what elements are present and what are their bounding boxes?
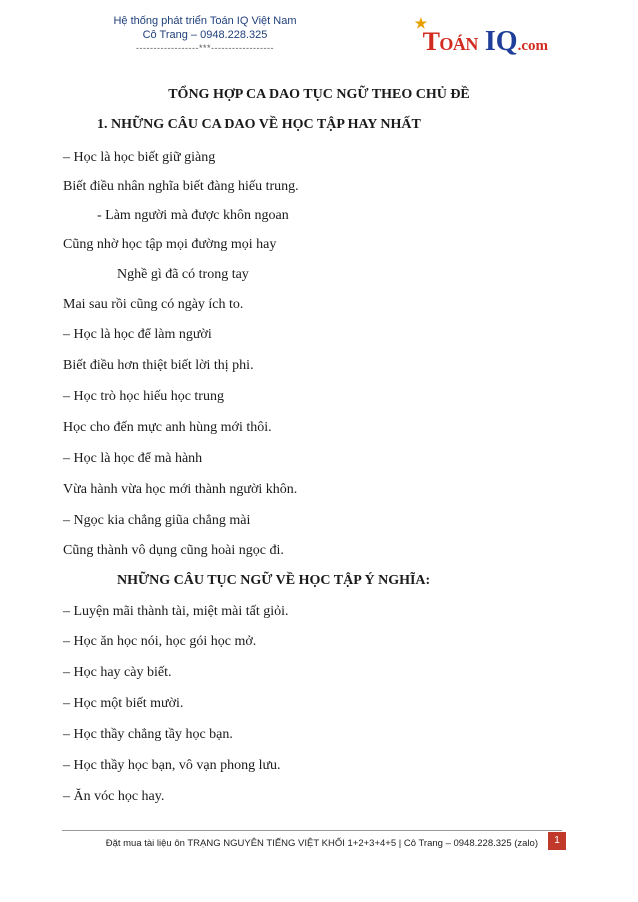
header-line-1: Hệ thống phát triển Toán IQ Việt Nam: [113, 15, 297, 27]
verse-line: Vừa hành vừa học mới thành người khôn.: [63, 482, 298, 497]
proverb-line: – Học một biết mười.: [63, 696, 184, 711]
verse-line: Mai sau rồi cũng có ngày ích to.: [63, 297, 244, 312]
proverb-line: – Học thầy chẳng tầy học bạn.: [63, 727, 233, 742]
header-line-2: Cô Trang – 0948.228.325: [142, 29, 268, 41]
footer-text: Đặt mua tài liệu ôn TRẠNG NGUYÊN TIẾNG VIỆT KHỐI 1+2+3+4+5 | Cô Trang – 0948.228.325 (zalo): [105, 838, 538, 849]
verse-line: – Học là học biết giữ giàng: [63, 150, 216, 165]
section-1-heading: 1. NHỮNG CÂU CA DAO VỀ HỌC TẬP HAY NHẤT: [97, 117, 421, 132]
verse-line: – Học là học để mà hành: [63, 451, 203, 466]
verse-line: - Làm người mà được khôn ngoan: [97, 208, 289, 223]
verse-line: Nghề gì đã có trong tay: [117, 267, 249, 282]
verse-line: – Học là học để làm người: [63, 327, 212, 342]
verse-line: – Ngọc kia chẳng giũa chẳng mài: [63, 513, 251, 528]
verse-line: Cũng nhờ học tập mọi đường mọi hay: [63, 237, 277, 252]
proverb-line: – Luyện mãi thành tài, miệt mài tất giỏi.: [63, 604, 289, 619]
verse-line: Biết điều hơn thiệt biết lời thị phi.: [63, 358, 254, 373]
logo-iq: IQ: [477, 26, 518, 57]
verse-line: – Học trò học hiếu học trung: [63, 389, 224, 404]
section-2-heading: NHỮNG CÂU TỤC NGỮ VỀ HỌC TẬP Ý NGHĨA:: [117, 573, 431, 588]
logo-com: .com: [517, 38, 548, 54]
page-number: 1: [548, 832, 566, 850]
verse-line: Học cho đến mực anh hùng mới thôi.: [63, 420, 272, 435]
verse-line: Cũng thành vô dụng cũng hoài ngọc đi.: [63, 543, 284, 558]
toan-iq-logo: [414, 17, 548, 62]
proverb-line: – Ăn vóc học hay.: [63, 789, 165, 804]
header-info: [85, 14, 325, 54]
proverb-line: – Học hay cày biết.: [63, 665, 172, 680]
proverb-line: – Học ăn học nói, học gói học mở.: [63, 634, 257, 649]
star-icon: ★: [414, 17, 428, 32]
document-title: TỔNG HỢP CA DAO TỤC NGỮ THEO CHỦ ĐỀ: [168, 87, 470, 102]
header-divider: ------------------***------------------: [136, 43, 274, 53]
footer-divider: [62, 830, 562, 831]
proverb-line: – Học thầy học bạn, vô vạn phong lưu.: [63, 758, 281, 773]
verse-line: Biết điều nhân nghĩa biết đàng hiếu trung.: [63, 179, 299, 194]
logo-toan: TOÁN: [422, 27, 478, 56]
